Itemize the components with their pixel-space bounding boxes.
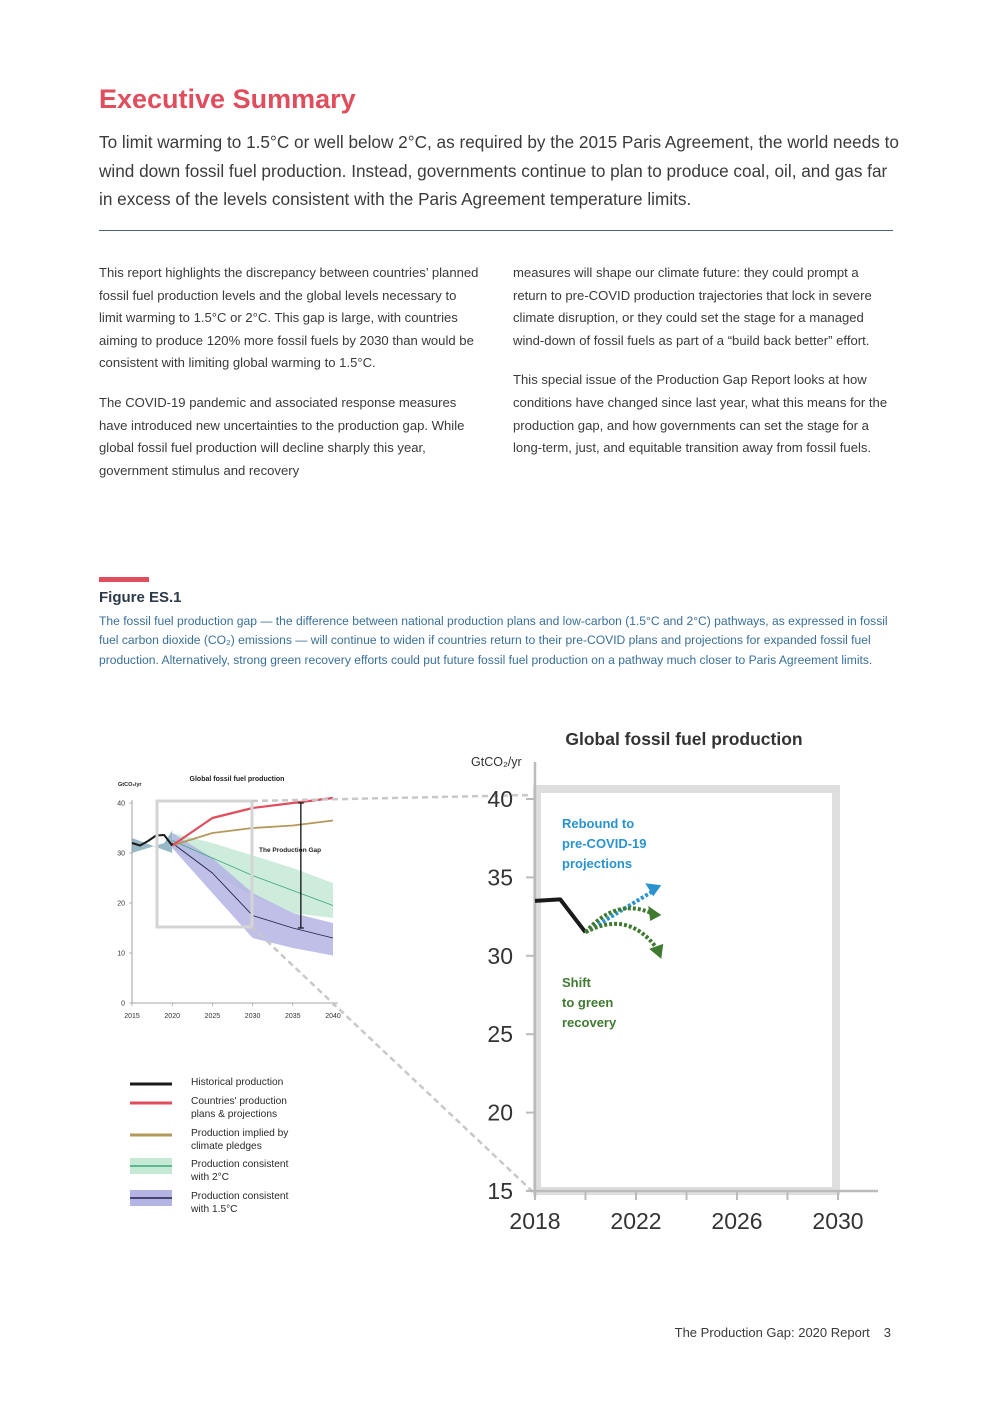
legend-label: climate pledges [191,1141,262,1152]
x-tick-label: 2025 [204,1013,221,1020]
legend-swatch [130,1190,172,1206]
legend-label: with 1.5°C [191,1204,238,1215]
y-tick-label: 20 [487,1099,513,1126]
production-gap-label: The Production Gap [259,847,322,854]
x-tick-label: 2035 [285,1013,301,1020]
y-tick-label: 15 [487,1178,513,1204]
legend-label: Production implied by [191,1128,289,1139]
chart-annotation: Shift [562,975,591,990]
x-tick-label: 2015 [124,1013,140,1020]
page-number: 3 [883,1325,891,1340]
big-chart [471,729,878,1234]
y-tick-label: 40 [487,786,513,812]
figure-chart [0,700,992,1260]
figure-caption: The fossil fuel production gap — the difference between national production plans and low-carbon (1.5°C and 2°C) pathways, as expressed in fossil fuel carbon dioxide (CO₂) emissions — will continue to widen if countries return to their pre-COVID plans and projections for expanded fossil fuel production. Alternatively, strong green recovery efforts could put future fossil fuel production on a pathway much closer to Paris Agreement limits. [99,614,888,667]
body-paragraph: This special issue of the Production Gap Report looks at how conditions have changed since last year, what this means for the production gap, and how governments can set the stage for a long-term, just, and equitable transition away from fossil fuels. [513,372,888,456]
x-tick-label: 2022 [610,1208,662,1234]
chart-annotation: pre-COVID-19 [562,836,647,851]
body-paragraph: The COVID-19 pandemic and associated response measures have introduced new uncertainties to the production gap. While global fossil fuel production will decline sharply this year, government stimulus and recovery [99,394,465,478]
legend-label: with 2°C [191,1172,230,1183]
big-chart-title: Global fossil fuel production [565,729,803,749]
figure-label: Figure ES.1 [99,589,182,606]
y-tick-label: 25 [487,1021,513,1048]
y-tick-label: 0 [121,1000,125,1008]
x-tick-label: 2020 [164,1013,180,1020]
x-tick-label: 2030 [812,1208,864,1234]
chart-annotation: recovery [562,1015,617,1030]
y-tick-label: 10 [117,950,125,958]
chart-annotation: Rebound to [562,816,635,831]
legend-label: Production consistent [191,1191,289,1202]
legend-label: Historical production [191,1077,284,1088]
legend-label: plans & projections [191,1109,278,1120]
y-tick-label: 30 [117,850,125,858]
body-paragraph: This report highlights the discrepancy between countries’ planned fossil fuel production levels and the global levels necessary to limit warming to 1.5°C or 2°C. This gap is large, with countries aiming to produce 120% more fossil fuels by 2030 than would be consistent with limiting global warming to 1.5°C. [99,265,479,371]
legend-label: Countries' production [191,1096,287,1107]
body-column-left [99,262,479,499]
x-tick-label: 2018 [509,1208,561,1234]
legend-swatch [130,1097,172,1109]
y-tick-label: 35 [487,864,513,891]
small-chart-title: Global fossil fuel production [189,776,285,783]
lead-paragraph: To limit warming to 1.5°C or well below 2°C, as required by the 2015 Paris Agreement, the world needs to wind down fossil fuel production. Instead, governments continue to plan to produce coal, oil, and gas far in excess of the levels consistent with the Paris Agreement temperature limits. [99,132,899,209]
page-title: Executive Summary [99,84,356,114]
x-tick-label: 2026 [711,1208,763,1234]
legend-swatch [130,1158,172,1174]
big-chart-ylabel: GtCO₂/yr [471,755,522,769]
x-tick-label: 2030 [244,1013,261,1020]
legend-label: Production consistent [191,1159,289,1170]
figure-accent-bar [99,577,149,582]
divider [99,230,893,231]
chart-annotation: to green [562,995,614,1010]
historical-uncertainty-band [132,831,172,854]
y-tick-label: 20 [117,900,125,908]
small-chart [117,776,341,1020]
body-paragraph: measures will shape our climate future: they could prompt a return to pre-COVID production trajectories that lock in severe climate disruption, or they could set the stage for a managed wind-down of fossil fuels as part of a “build back better” effort. [513,265,872,348]
legend-swatch [130,1078,172,1090]
chart-annotation: projections [562,856,633,871]
body-column-right [513,262,893,477]
page-footer [675,1325,891,1340]
legend-swatch [130,1129,172,1141]
y-tick-label: 30 [487,942,513,969]
y-tick-label: 40 [117,800,125,808]
report-name: The Production Gap: 2020 Report [674,1325,870,1340]
x-tick-label: 2040 [325,1013,341,1020]
small-chart-ylabel: GtCO₂/yr [118,782,142,788]
